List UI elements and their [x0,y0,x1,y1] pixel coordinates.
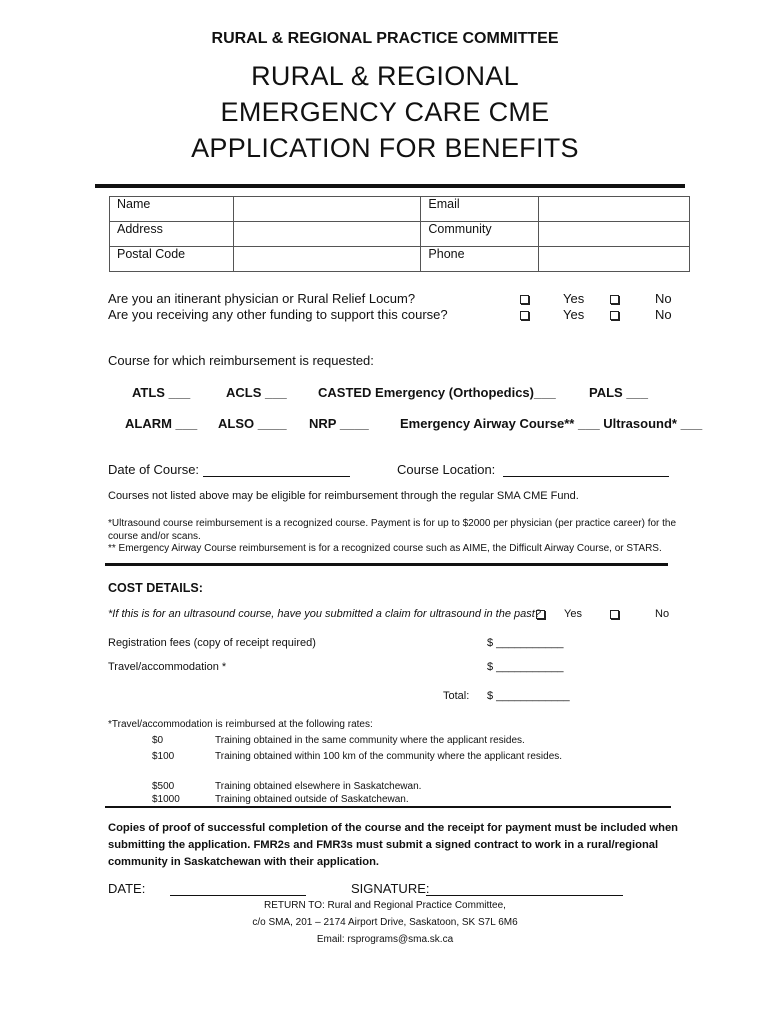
return-to-line: RETURN TO: Rural and Regional Practice Committee, [264,900,506,911]
name-label: Name [110,197,234,222]
rate-amount: $1000 [152,794,180,805]
itinerant-no-checkbox[interactable] [610,295,619,304]
proof-notice: Copies of proof of successful completion of the course and the receipt for payment must be included when submitting the application. FMR2s and FMR3s must submit a signed contract to work in a rural/regional community in Saskatchewan with their application. [108,822,679,868]
course-acls[interactable]: ACLS ___ [226,385,287,400]
phone-field[interactable] [539,247,690,272]
itinerant-no-label: No [655,291,672,306]
course-atls[interactable]: ATLS ___ [132,385,191,400]
contact-table [109,196,690,272]
ultrasound-no-checkbox[interactable] [610,610,619,619]
cost-divider [105,806,671,808]
funding-no-checkbox[interactable] [610,311,619,320]
rate-description: Training obtained in the same community where the applicant resides. [215,735,525,746]
course-location-label: Course Location: [397,462,496,477]
rate-description: Training obtained within 100 km of the community where the applicant resides. [215,751,563,762]
registration-fees-label: Registration fees (copy of receipt required) [108,637,316,649]
email-label: Email [421,197,539,222]
course-location-field[interactable] [503,461,669,477]
ultrasound-claim-question: *If this is for an ultrasound course, have you submitted a claim for ultrasound in the past? [108,608,541,620]
question-funding: Are you receiving any other funding to support this course? [108,307,448,322]
itinerant-yes-checkbox[interactable] [520,295,529,304]
phone-label: Phone [421,247,539,272]
title-line-2: EMERGENCY CARE CME [220,97,550,127]
courses-not-listed-note: Courses not listed above may be eligible for reimbursement through the regular SMA CME Fund. [108,490,579,502]
funding-yes-label: Yes [563,307,585,322]
course-alarm[interactable]: ALARM ___ [125,416,198,431]
itinerant-yes-label: Yes [563,291,585,306]
return-email-line[interactable]: Email: rsprograms@sma.sk.ca [316,934,454,945]
date-field[interactable] [170,880,306,896]
rate-amount: $100 [152,751,175,762]
postal-code-field[interactable] [233,247,421,272]
course-pals[interactable]: PALS ___ [589,385,649,400]
email-field[interactable] [539,197,690,222]
funding-no-label: No [655,307,672,322]
date-of-course-field[interactable] [203,461,350,477]
course-casted[interactable]: CASTED Emergency (Orthopedics)___ [318,385,556,400]
course-airway-ultrasound[interactable]: Emergency Airway Course** ___ Ultrasound* ___ [400,416,703,431]
return-address-line: c/o SMA, 201 – 2174 Airport Drive, Saskatoon, SK S7L 6M6 [252,917,518,928]
name-field[interactable] [233,197,421,222]
question-itinerant: Are you an itinerant physician or Rural Relief Locum? [108,291,416,306]
address-label: Address [110,222,234,247]
community-label: Community [421,222,539,247]
ultrasound-no-label: No [655,608,670,620]
ultrasound-yes-checkbox[interactable] [536,610,545,619]
rate-description: Training obtained elsewhere in Saskatchewan. [215,781,422,792]
course-divider [105,563,668,566]
travel-field[interactable]: $ ___________ [487,661,564,673]
community-field[interactable] [539,222,690,247]
rate-amount: $500 [152,781,175,792]
date-label: DATE: [108,881,146,896]
ultrasound-footnote: *Ultrasound course reimbursement is a recognized course. Payment is for up to $2000 per physician (per practice career) for the course and/or scans. [108,518,677,542]
postal-code-label: Postal Code [110,247,234,272]
total-field[interactable]: $ ____________ [487,690,570,702]
funding-yes-checkbox[interactable] [520,311,529,320]
rate-description: Training obtained outside of Saskatchewan. [215,794,409,805]
header-divider [95,184,685,188]
ultrasound-yes-label: Yes [564,608,582,620]
total-label: Total: [443,690,470,702]
title-line-1: RURAL & REGIONAL [251,61,519,91]
signature-field[interactable] [426,880,623,896]
course-prompt: Course for which reimbursement is requested: [108,353,374,368]
registration-fees-field[interactable]: $ ___________ [487,637,564,649]
signature-label: SIGNATURE: [351,881,430,896]
airway-footnote: ** Emergency Airway Course reimbursement is for a recognized course such as AIME, the Difficult Airway Course, or STARS. [108,543,662,554]
travel-label: Travel/accommodation * [108,661,227,673]
rate-amount: $0 [152,735,164,746]
course-also[interactable]: ALSO ____ [218,416,287,431]
date-of-course-label: Date of Course: [108,462,200,477]
title-line-3: APPLICATION FOR BENEFITS [191,133,579,163]
address-field[interactable] [233,222,421,247]
course-nrp[interactable]: NRP ____ [309,416,369,431]
cost-details-heading: COST DETAILS: [108,581,203,595]
travel-rates-intro: *Travel/accommodation is reimbursed at the following rates: [108,719,373,730]
committee-heading: RURAL & REGIONAL PRACTICE COMMITTEE [211,30,559,47]
